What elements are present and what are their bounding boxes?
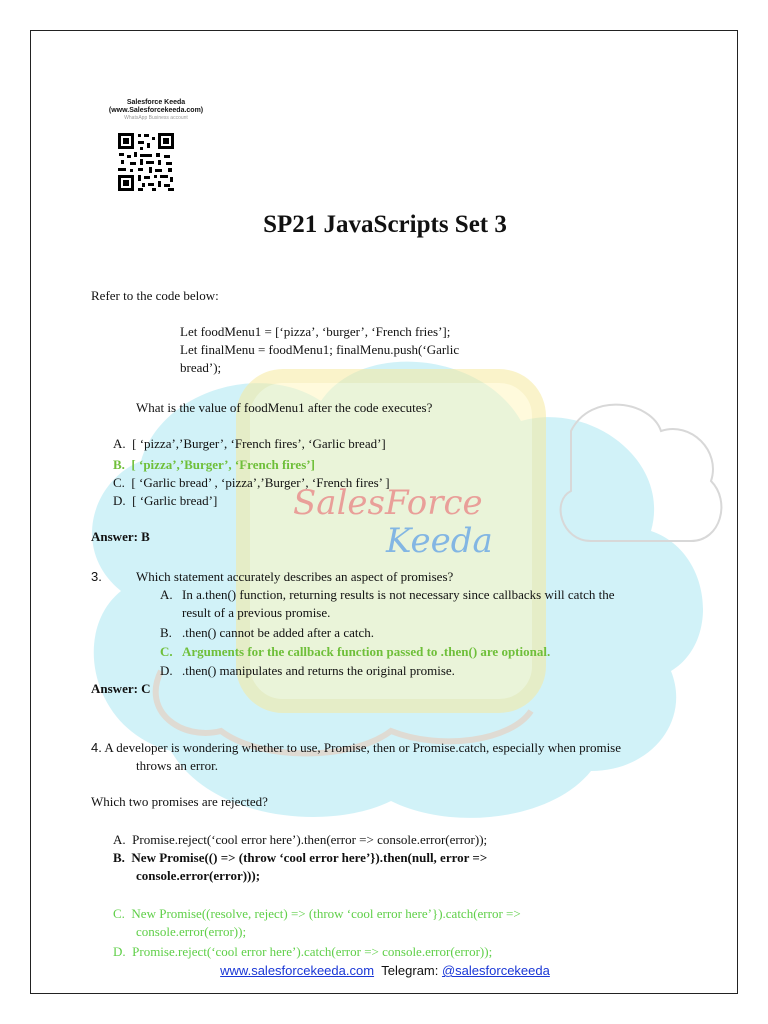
website-link[interactable]: www.salesforcekeeda.com xyxy=(220,963,375,978)
option-text: New Promise(() => (throw ‘cool error here’}).then(null, error => xyxy=(131,850,488,865)
q2-code-line-2: Let finalMenu = foodMenu1; finalMenu.push(‘Garlic xyxy=(180,342,460,357)
q3-answer: Answer: C xyxy=(91,681,151,696)
option-text: Promise.reject(‘cool error here’).catch(error => console.error(error)); xyxy=(132,944,493,959)
document-page xyxy=(30,30,738,994)
option-text: [ ‘pizza’,’Burger’, ‘French fires’] xyxy=(131,457,315,472)
q4-prompt: Which two promises are rejected? xyxy=(91,794,268,809)
page-title: SP21 JavaScripts Set 3 xyxy=(263,211,507,238)
q4-question-text: A developer is wondering whether to use, Promise, then or Promise.catch, especially when promise xyxy=(104,740,622,755)
brand-url: (www.Salesforcekeeda.com) xyxy=(108,107,204,114)
q3-option-b-letter: B. xyxy=(160,625,172,640)
q3-number: 3. xyxy=(91,569,102,584)
q2-answer: Answer: B xyxy=(91,529,150,544)
q2-question: What is the value of foodMenu1 after the code executes? xyxy=(136,400,433,415)
option-letter: D. xyxy=(113,944,126,959)
q2-option-c xyxy=(113,474,390,492)
option-text: [ ‘Garlic bread’] xyxy=(132,493,218,508)
q4-option-c-line-1 xyxy=(113,905,521,923)
q3-option-d-text: .then() manipulates and returns the original promise. xyxy=(182,663,455,678)
q2-option-d xyxy=(113,492,217,510)
q3-option-a-line-1: In a.then() function, returning results is not necessary since callbacks will catch the xyxy=(182,587,615,602)
telegram-label: Telegram: xyxy=(381,963,439,978)
q3-question: Which statement accurately describes an aspect of promises? xyxy=(136,569,454,584)
telegram-link[interactable]: @salesforcekeeda xyxy=(441,963,550,978)
q4-option-c-line-2: console.error(error)); xyxy=(136,924,247,939)
option-text: [ ‘pizza’,’Burger’, ‘French fires’, ‘Garlic bread’] xyxy=(132,436,386,451)
q3-option-d-letter: D. xyxy=(160,663,173,678)
q3-option-a-line-2: result of a previous promise. xyxy=(182,605,331,620)
q2-option-b xyxy=(113,456,315,474)
option-letter: C. xyxy=(113,475,125,490)
option-letter: B. xyxy=(113,850,125,865)
option-letter: A. xyxy=(113,436,126,451)
q3-option-b-text: .then() cannot be added after a catch. xyxy=(182,625,375,640)
q4-question-line-2: throws an error. xyxy=(136,758,218,773)
option-letter: B. xyxy=(113,457,125,472)
q4-question-line-1 xyxy=(91,739,621,757)
q2-code-line-1: Let foodMenu1 = [‘pizza’, ‘burger’, ‘French fries’]; xyxy=(180,324,451,339)
q3-option-c-text: Arguments for the callback function passed to .then() are optional. xyxy=(182,644,551,659)
option-letter: A. xyxy=(113,832,126,847)
q4-option-a xyxy=(113,831,487,849)
q3-option-a-letter: A. xyxy=(160,587,173,602)
option-letter: C. xyxy=(113,906,125,921)
q2-intro: Refer to the code below: xyxy=(91,288,219,303)
option-text: Promise.reject(‘cool error here’).then(error => console.error(error)); xyxy=(132,832,488,847)
q4-number: 4. xyxy=(91,740,102,755)
q2-option-a xyxy=(113,435,386,453)
watermark-text-1: SalesForce xyxy=(293,483,483,523)
q4-option-b-line-1 xyxy=(113,849,487,867)
q4-option-b-line-2: console.error(error))); xyxy=(136,868,261,883)
q3-option-c-letter: C. xyxy=(160,644,173,659)
q4-option-d xyxy=(113,943,492,961)
brand-name: Salesforce Keeda xyxy=(126,99,186,106)
option-text: [ ‘Garlic bread’ , ‘pizza’,’Burger’, ‘French fires’ ] xyxy=(131,475,390,490)
brand-subtitle: WhatsApp Business account xyxy=(124,115,188,121)
q2-code-line-3: bread’); xyxy=(180,360,222,375)
page-footer xyxy=(31,963,738,978)
qr-code-icon xyxy=(116,131,176,193)
option-text: New Promise((resolve, reject) => (throw ‘cool error here’}).catch(error => xyxy=(131,906,521,921)
watermark-text-2: Keeda xyxy=(386,521,493,561)
option-letter: D. xyxy=(113,493,126,508)
